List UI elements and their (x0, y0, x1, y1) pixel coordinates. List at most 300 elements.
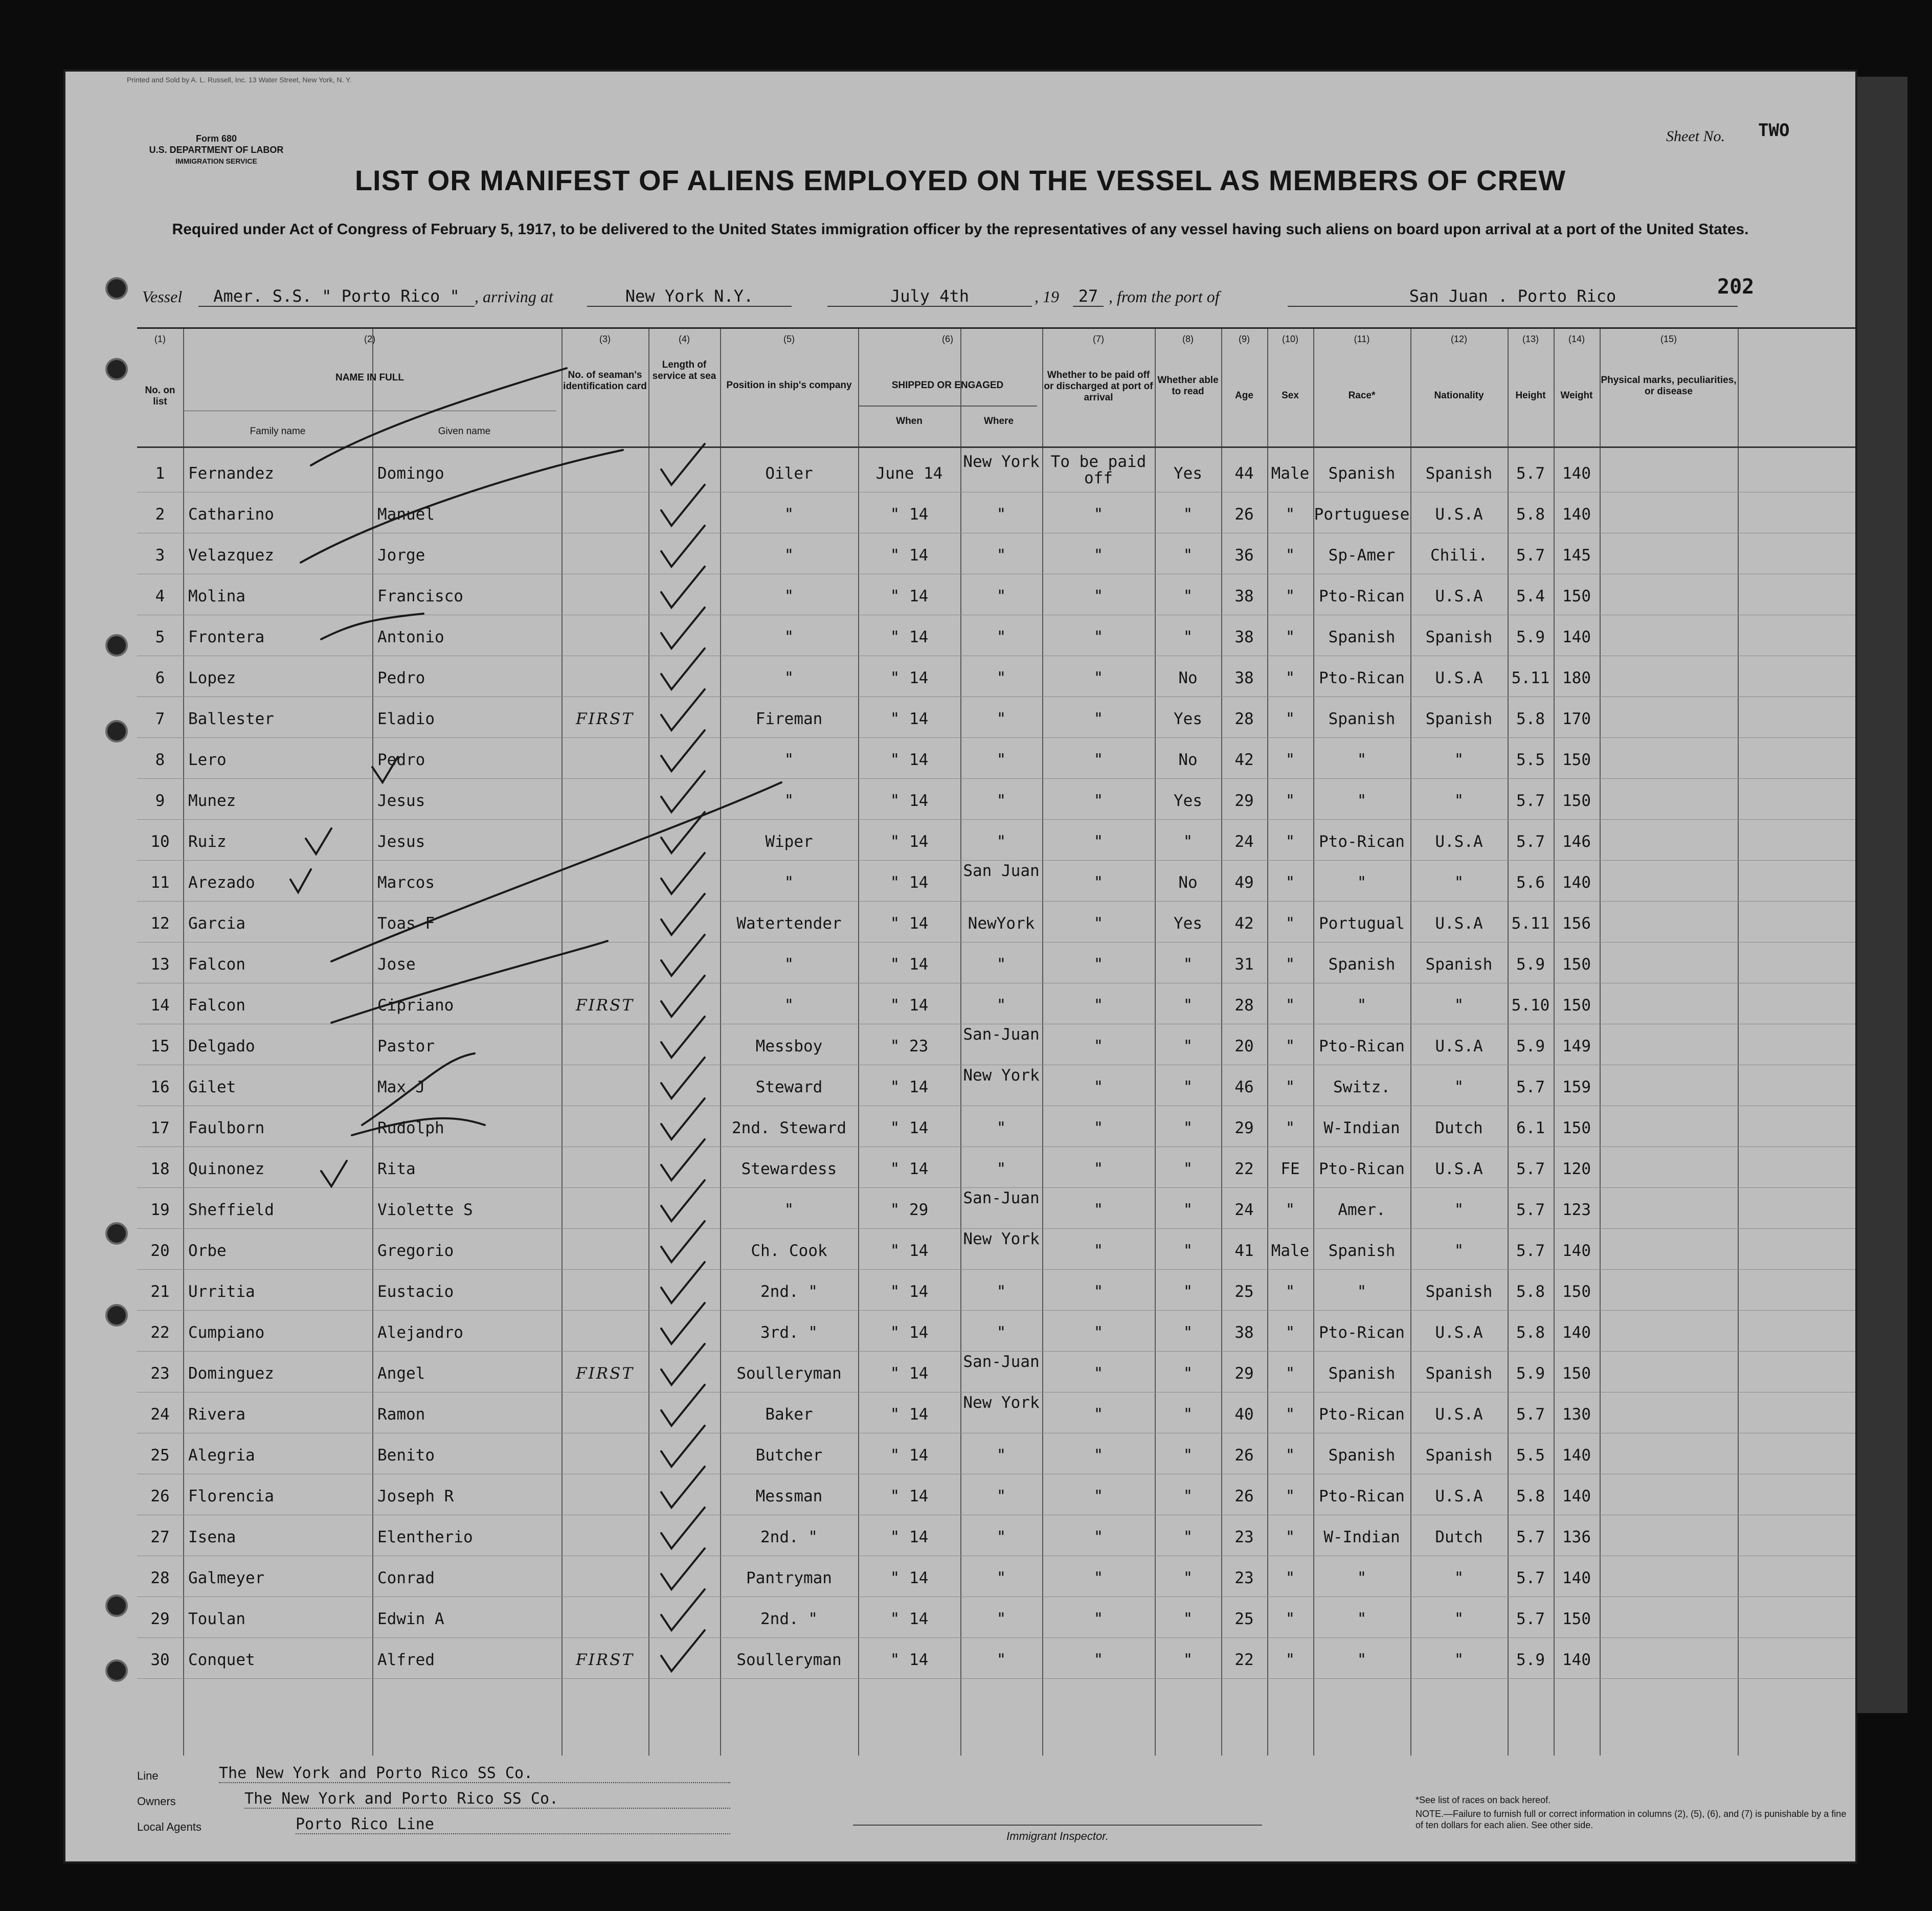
cell-where: " (996, 751, 1006, 769)
cell-read: " (1183, 505, 1193, 524)
cell-where: " (996, 1610, 1006, 1628)
cell-no: 21 (150, 1283, 170, 1301)
cell-age: 22 (1234, 1160, 1254, 1178)
cell-nat: Spanish (1425, 1364, 1493, 1383)
cell-given: Rudolph (377, 1119, 444, 1137)
cell-read: " (1183, 1651, 1193, 1669)
cell-age: 24 (1234, 833, 1254, 851)
cell-position: Butcher (755, 1446, 823, 1465)
cell-family: Arezado (188, 873, 255, 892)
cell-no: 14 (150, 996, 170, 1015)
cell-nat: U.S.A (1435, 587, 1483, 605)
cell-sex: " (1285, 1446, 1295, 1465)
cell-where: " (996, 1323, 1006, 1342)
cell-nat: U.S.A (1435, 1405, 1483, 1424)
cell-paid: " (1093, 996, 1104, 1015)
cell-age: 31 (1234, 955, 1254, 974)
cell-when: " 14 (890, 1446, 929, 1465)
owners-label: Owners (137, 1795, 176, 1808)
cell-nat: " (1454, 1610, 1464, 1628)
column-number: (6) (942, 334, 953, 344)
cell-height: 5.7 (1516, 464, 1545, 483)
cell-age: 23 (1234, 1528, 1254, 1546)
cell-no: 29 (150, 1610, 170, 1628)
cell-where: New York (963, 453, 1040, 471)
cell-family: Frontera (188, 628, 265, 646)
cell-no: 8 (155, 751, 165, 769)
cell-no: 2 (155, 505, 165, 524)
cell-read: " (1183, 1528, 1193, 1546)
col-no-header: No. on list (145, 385, 175, 407)
cell-position: Stewardess (741, 1160, 837, 1178)
cell-age: 49 (1234, 873, 1254, 892)
cell-race: Spanish (1328, 1446, 1396, 1465)
inspector-label: Immigrant Inspector. (1006, 1830, 1109, 1842)
column-number: (3) (599, 334, 611, 344)
cell-given: Jesus (377, 792, 425, 810)
cell-when: " 14 (890, 1242, 929, 1260)
col-when-header: When (896, 416, 923, 426)
cell-read: " (1183, 833, 1193, 851)
column-number: (2) (364, 334, 375, 344)
cell-position: Oiler (765, 464, 813, 483)
cell-where: " (996, 1487, 1006, 1505)
cell-age: 38 (1234, 1323, 1254, 1342)
sheet-no-value: TWO (1758, 120, 1790, 141)
cell-given: Edwin A (377, 1610, 444, 1628)
cell-position: Messboy (755, 1037, 823, 1055)
cell-when: " 14 (890, 1528, 929, 1546)
cell-weight: 140 (1562, 464, 1591, 483)
cell-read: " (1183, 1078, 1193, 1096)
cell-weight: 140 (1562, 1446, 1591, 1465)
cell-read: " (1183, 1242, 1193, 1260)
cell-given: Conrad (377, 1569, 435, 1587)
cell-age: 42 (1234, 751, 1254, 769)
cell-read: " (1183, 1364, 1193, 1383)
cell-age: 26 (1234, 505, 1254, 524)
cell-given: Alfred (377, 1651, 435, 1669)
cell-position: Ch. Cook (751, 1242, 827, 1260)
cell-nat: U.S.A (1435, 1323, 1483, 1342)
cell-paid: " (1093, 1201, 1104, 1219)
cell-sex: " (1285, 1037, 1295, 1055)
cell-where: " (996, 1160, 1006, 1178)
cell-height: 5.7 (1516, 1528, 1545, 1546)
cell-sex: " (1285, 710, 1295, 728)
cell-race: Switz. (1333, 1078, 1390, 1096)
cell-weight: 140 (1562, 628, 1591, 646)
cell-where: " (996, 955, 1006, 974)
col-id-header: No. of seaman's identification card (563, 370, 647, 392)
adjacent-page-edge (1851, 77, 1907, 1713)
cell-where: San-Juan (963, 1353, 1040, 1371)
cell-age: 28 (1234, 710, 1254, 728)
cell-weight: 150 (1562, 751, 1591, 769)
cell-position: Soulleryman (736, 1364, 842, 1383)
cell-sex: " (1285, 505, 1295, 524)
cell-height: 5.9 (1516, 955, 1545, 974)
page-title: LIST OR MANIFEST OF ALIENS EMPLOYED ON THE VESSEL AS MEMBERS OF CREW (354, 164, 1566, 196)
cell-given: Alejandro (377, 1323, 463, 1342)
col-read-header: Whether able to read (1157, 375, 1219, 397)
cell-family: Falcon (188, 955, 245, 974)
cell-given: Benito (377, 1446, 435, 1465)
cell-paid: " (1093, 1242, 1104, 1260)
cell-family: Ruiz (188, 833, 227, 851)
cell-family: Cumpiano (188, 1323, 265, 1342)
cell-position: " (784, 873, 794, 892)
cell-given: Jesus (377, 833, 425, 851)
cell-position: Pantryman (746, 1569, 832, 1587)
cell-position: " (784, 628, 794, 646)
cell-nat: " (1454, 996, 1464, 1015)
col-name-header: NAME IN FULL (335, 372, 405, 383)
cell-race: " (1357, 792, 1367, 810)
cell-read: " (1183, 1160, 1193, 1178)
cell-family: Urritia (188, 1283, 255, 1301)
cell-weight: 180 (1562, 669, 1591, 687)
cell-where: " (996, 833, 1006, 851)
cell-height: 5.7 (1516, 1242, 1545, 1260)
cell-when: " 14 (890, 1323, 929, 1342)
cell-paid: To be paid off (1050, 453, 1147, 487)
cell-when: " 14 (890, 546, 929, 565)
cell-no: 13 (150, 955, 170, 974)
cell-race: Portugual (1319, 914, 1405, 933)
cell-when: " 14 (890, 1119, 929, 1137)
col-family-header: Family name (250, 426, 306, 437)
cell-paid: " (1093, 669, 1104, 687)
cell-no: 26 (150, 1487, 170, 1505)
cell-height: 5.7 (1516, 1078, 1545, 1096)
cell-paid: " (1093, 873, 1104, 892)
cell-age: 29 (1234, 1119, 1254, 1137)
cell-position: " (784, 1201, 794, 1219)
cell-given: Eladio (377, 710, 435, 728)
cell-age: 28 (1234, 996, 1254, 1015)
cell-no: 15 (150, 1037, 170, 1055)
cell-weight: 140 (1562, 1242, 1591, 1260)
cell-no: 7 (155, 710, 165, 728)
cell-sex: " (1285, 996, 1295, 1015)
cell-nat: Spanish (1425, 628, 1493, 646)
cell-race: Portuguese (1314, 505, 1410, 524)
year-prefix: , 19 (1035, 287, 1059, 306)
cell-height: 5.7 (1516, 792, 1545, 810)
cell-sex: " (1285, 669, 1295, 687)
cell-position: 2nd. Steward (732, 1119, 846, 1137)
col-paid-header: Whether to be paid off or discharged at port of arrival (1044, 370, 1153, 403)
cell-height: 5.9 (1516, 628, 1545, 646)
cell-no: 17 (150, 1119, 170, 1137)
cell-given: Gregorio (377, 1242, 454, 1260)
column-number: (13) (1522, 334, 1539, 344)
cell-race: Pto-Rican (1319, 587, 1405, 605)
cell-id: FIRST (575, 1651, 634, 1669)
cell-paid: " (1093, 1569, 1104, 1587)
cell-sex: " (1285, 1569, 1295, 1587)
cell-nat: U.S.A (1435, 1160, 1483, 1178)
cell-position: 2nd. " (760, 1528, 818, 1546)
cell-read: " (1183, 1323, 1193, 1342)
cell-given: Pedro (377, 669, 425, 687)
cell-no: 30 (150, 1651, 170, 1669)
cell-weight: 140 (1562, 505, 1591, 524)
service: IMMIGRATION SERVICE (175, 157, 257, 165)
column-number: (5) (783, 334, 795, 344)
cell-weight: 140 (1562, 1323, 1591, 1342)
cell-when: " 14 (890, 1569, 929, 1587)
cell-no: 18 (150, 1160, 170, 1178)
cell-race: Pto-Rican (1319, 1037, 1405, 1055)
cell-when: " 14 (890, 587, 929, 605)
cell-sex: " (1285, 873, 1295, 892)
cell-when: " 14 (890, 669, 929, 687)
cell-no: 20 (150, 1242, 170, 1260)
cell-position: " (784, 505, 794, 524)
cell-paid: " (1093, 1323, 1104, 1342)
cell-family: Catharino (188, 505, 274, 524)
cell-weight: 145 (1562, 546, 1591, 565)
cell-paid: " (1093, 710, 1104, 728)
cell-weight: 149 (1562, 1037, 1591, 1055)
cell-where: San Juan (963, 862, 1040, 880)
cell-race: Pto-Rican (1319, 833, 1405, 851)
cell-when: " 14 (890, 873, 929, 892)
cell-weight: 150 (1562, 996, 1591, 1015)
cell-height: 6.1 (1516, 1119, 1545, 1137)
cell-sex: " (1285, 1487, 1295, 1505)
department: U.S. DEPARTMENT OF LABOR (149, 145, 284, 155)
cell-height: 5.11 (1511, 914, 1550, 933)
cell-family: Rivera (188, 1405, 245, 1424)
punch-hole (105, 1304, 128, 1327)
cell-sex: " (1285, 1610, 1295, 1628)
cell-id: FIRST (575, 1364, 634, 1383)
cell-no: 16 (150, 1078, 170, 1096)
cell-sex: " (1285, 1651, 1295, 1669)
cell-position: " (784, 587, 794, 605)
cell-nat: Spanish (1425, 464, 1493, 483)
cell-paid: " (1093, 1160, 1104, 1178)
cell-nat: " (1454, 873, 1464, 892)
cell-sex: " (1285, 1078, 1295, 1096)
cell-race: " (1357, 996, 1367, 1015)
cell-given: Toas F (377, 914, 435, 933)
cell-no: 6 (155, 669, 165, 687)
cell-where: " (996, 505, 1006, 524)
cell-position: " (784, 669, 794, 687)
cell-read: " (1183, 955, 1193, 974)
punch-hole (105, 277, 128, 300)
cell-nat: U.S.A (1435, 833, 1483, 851)
cell-no: 22 (150, 1323, 170, 1342)
cell-read: " (1183, 1119, 1193, 1137)
cell-race: Spanish (1328, 1242, 1396, 1260)
cell-paid: " (1093, 792, 1104, 810)
cell-paid: " (1093, 505, 1104, 524)
cell-sex: " (1285, 546, 1295, 565)
cell-weight: 136 (1562, 1528, 1591, 1546)
cell-height: 5.7 (1516, 1610, 1545, 1628)
cell-id: FIRST (575, 996, 634, 1015)
cell-race: Pto-Rican (1319, 669, 1405, 687)
cell-paid: " (1093, 751, 1104, 769)
cell-read: " (1183, 628, 1193, 646)
cell-nat: Spanish (1425, 1283, 1493, 1301)
cell-read: " (1183, 587, 1193, 605)
arriving-label: , arriving at (475, 287, 553, 306)
cell-read: No (1178, 873, 1198, 892)
cell-sex: " (1285, 1119, 1295, 1137)
cell-sex: " (1285, 587, 1295, 605)
cell-where: San-Juan (963, 1025, 1040, 1044)
cell-family: Conquet (188, 1651, 255, 1669)
cell-no: 27 (150, 1528, 170, 1546)
cell-height: 5.4 (1516, 587, 1545, 605)
cell-given: Eustacio (377, 1283, 454, 1301)
cell-paid: " (1093, 1610, 1104, 1628)
cell-when: " 14 (890, 914, 929, 933)
line-value: The New York and Porto Rico SS Co. (219, 1764, 730, 1783)
cell-height: 5.10 (1511, 996, 1550, 1015)
cell-when: " 14 (890, 710, 929, 728)
cell-race: Amer. (1338, 1201, 1386, 1219)
cell-no: 19 (150, 1201, 170, 1219)
cell-age: 26 (1234, 1446, 1254, 1465)
cell-height: 5.7 (1516, 1569, 1545, 1587)
cell-age: 24 (1234, 1201, 1254, 1219)
cell-position: 2nd. " (760, 1283, 818, 1301)
cell-sex: " (1285, 792, 1295, 810)
cell-nat: Spanish (1425, 1446, 1493, 1465)
cell-nat: U.S.A (1435, 505, 1483, 524)
cell-sex: FE (1280, 1160, 1300, 1178)
cell-race: Spanish (1328, 955, 1396, 974)
cell-age: 41 (1234, 1242, 1254, 1260)
column-number: (1) (154, 334, 166, 344)
cell-nat: " (1454, 792, 1464, 810)
cell-family: Dominguez (188, 1364, 274, 1383)
cell-race: W-Indian (1323, 1119, 1400, 1137)
cell-where: " (996, 1283, 1006, 1301)
cell-position: 2nd. " (760, 1610, 818, 1628)
arrival-year: 27 (1073, 286, 1104, 307)
cell-family: Velazquez (188, 546, 274, 565)
cell-weight: 146 (1562, 833, 1591, 851)
cell-position: Soulleryman (736, 1651, 842, 1669)
cell-when: " 14 (890, 628, 929, 646)
cell-race: " (1357, 751, 1367, 769)
column-number: (11) (1354, 334, 1370, 344)
cell-where: " (996, 1528, 1006, 1546)
cell-nat: Spanish (1425, 955, 1493, 974)
cell-when: " 14 (890, 505, 929, 524)
cell-sex: " (1285, 751, 1295, 769)
cell-read: " (1183, 1405, 1193, 1424)
cell-where: " (996, 1446, 1006, 1465)
cell-when: " 14 (890, 1405, 929, 1424)
cell-where: " (996, 710, 1006, 728)
cell-nat: " (1454, 1651, 1464, 1669)
cell-position: Watertender (736, 914, 842, 933)
cell-race: Spanish (1328, 628, 1396, 646)
cell-age: 42 (1234, 914, 1254, 933)
col-height-header: Height (1515, 390, 1546, 401)
cell-paid: " (1093, 1364, 1104, 1383)
cell-no: 9 (155, 792, 165, 810)
cell-height: 5.8 (1516, 1323, 1545, 1342)
cell-race: Pto-Rican (1319, 1323, 1405, 1342)
cell-family: Gilet (188, 1078, 236, 1096)
cell-paid: " (1093, 1446, 1104, 1465)
cell-age: 38 (1234, 628, 1254, 646)
cell-race: " (1357, 873, 1367, 892)
cell-where: " (996, 546, 1006, 565)
cell-sex: " (1285, 955, 1295, 974)
cell-height: 5.7 (1516, 833, 1545, 851)
cell-nat: U.S.A (1435, 914, 1483, 933)
cell-paid: " (1093, 1119, 1104, 1137)
cell-height: 5.7 (1516, 1405, 1545, 1424)
cell-position: Messman (755, 1487, 823, 1505)
column-number: (8) (1182, 334, 1194, 344)
vessel-label: Vessel (142, 287, 183, 306)
cell-no: 28 (150, 1569, 170, 1587)
cell-position: " (784, 955, 794, 974)
cell-age: 36 (1234, 546, 1254, 565)
cell-height: 5.9 (1516, 1364, 1545, 1383)
cell-height: 5.8 (1516, 505, 1545, 524)
cell-where: New York (963, 1066, 1040, 1085)
cell-paid: " (1093, 546, 1104, 565)
col-service-header: Length of service at sea (652, 359, 716, 381)
cell-age: 29 (1234, 1364, 1254, 1383)
arrival-date: July 4th (827, 286, 1032, 307)
cell-paid: " (1093, 587, 1104, 605)
cell-paid: " (1093, 1651, 1104, 1669)
cell-sex: " (1285, 1201, 1295, 1219)
cell-given: Pedro (377, 751, 425, 769)
cell-paid: " (1093, 833, 1104, 851)
cell-no: 23 (150, 1364, 170, 1383)
cell-read: " (1183, 996, 1193, 1015)
col-weight-header: Weight (1560, 390, 1593, 401)
cell-paid: " (1093, 1528, 1104, 1546)
cell-given: Pastor (377, 1037, 435, 1055)
cell-given: Rita (377, 1160, 416, 1178)
cell-position: Wiper (765, 833, 813, 851)
cell-weight: 140 (1562, 1487, 1591, 1505)
cell-given: Jorge (377, 546, 425, 565)
cell-height: 5.6 (1516, 873, 1545, 892)
cell-when: " 14 (890, 1078, 929, 1096)
cell-age: 38 (1234, 669, 1254, 687)
cell-when: " 14 (890, 996, 929, 1015)
cell-height: 5.9 (1516, 1651, 1545, 1669)
cell-read: Yes (1174, 792, 1202, 810)
cell-when: " 14 (890, 833, 929, 851)
cell-age: 20 (1234, 1037, 1254, 1055)
cell-age: 25 (1234, 1610, 1254, 1628)
cell-where: NewYork (968, 914, 1035, 933)
cell-height: 5.11 (1511, 669, 1550, 687)
cell-family: Fernandez (188, 464, 274, 483)
cell-position: Baker (765, 1405, 813, 1424)
cell-nat: Spanish (1425, 710, 1493, 728)
cell-given: Elentherio (377, 1528, 473, 1546)
